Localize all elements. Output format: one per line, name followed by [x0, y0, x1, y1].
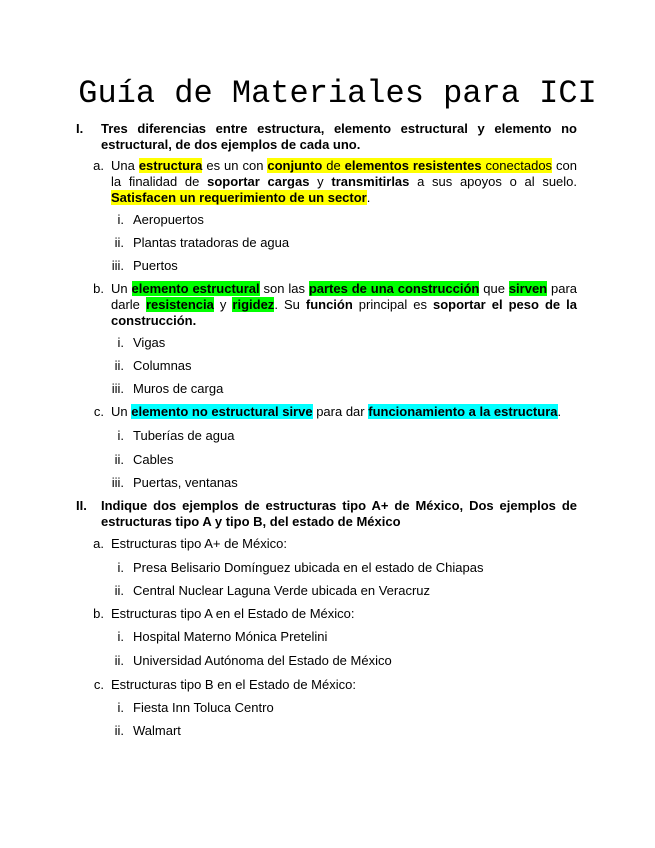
example-text: Columnas [133, 358, 192, 373]
example-marker: iii. [111, 258, 124, 273]
highlighted-text: elemento no estructural sirve [131, 404, 313, 419]
bold-text: soportar cargas [207, 174, 310, 189]
example-marker: ii. [114, 653, 124, 668]
highlighted-text: conjunto [267, 158, 323, 173]
example-text: Puertas, ventanas [133, 475, 238, 490]
item-text: Estructuras tipo A+ de México: [111, 536, 287, 551]
example-marker: i. [117, 629, 124, 644]
example-marker: ii. [114, 452, 124, 467]
text-run: son las [259, 281, 309, 296]
item-marker: b. [93, 281, 104, 296]
example-text: Universidad Autónoma del Estado de México [133, 653, 392, 668]
definition-paragraph [111, 281, 577, 329]
example-marker: iii. [111, 381, 124, 396]
item-text: Estructuras tipo B en el Estado de México: [111, 677, 356, 692]
highlighted-text: resistencia [145, 297, 214, 312]
example-marker: ii. [114, 235, 124, 250]
example-marker: i. [117, 560, 124, 575]
item-marker: b. [93, 606, 104, 621]
text-run: para darle [111, 281, 578, 312]
text-run: a sus apoyos o al suelo. [409, 174, 578, 189]
example-marker: ii. [114, 583, 124, 598]
section-number: I. [76, 121, 84, 136]
text-run: . [366, 190, 371, 205]
example-text: Fiesta Inn Toluca Centro [133, 700, 274, 715]
example-text: Puertos [133, 258, 178, 273]
example-marker: iii. [111, 475, 124, 490]
text-run: es un con [202, 158, 268, 173]
text-run: y [309, 174, 332, 189]
item-marker: a. [93, 536, 104, 551]
bold-text: soportar el peso de la construcción. [111, 297, 577, 328]
highlighted-text: elementos resistentes [344, 158, 482, 173]
highlighted-text: elemento estructural [131, 281, 260, 296]
text-run: que [479, 281, 509, 296]
text-run: . [557, 404, 562, 419]
example-text: Aeropuertos [133, 212, 204, 227]
example-text: Walmart [133, 723, 181, 738]
section-heading: Tres diferencias entre estructura, elemento estructural y elemento no estructural, de dos ejemplos de cada uno. [101, 121, 577, 152]
text-run: . Su [274, 297, 306, 312]
example-text: Muros de carga [133, 381, 224, 396]
item-text: Estructuras tipo A en el Estado de México: [111, 606, 355, 621]
text-run: Un [111, 281, 132, 296]
definition-paragraph [111, 158, 577, 206]
text-run: Un [111, 404, 132, 419]
example-marker: i. [117, 428, 124, 443]
example-text: Presa Belisario Domínguez ubicada en el estado de Chiapas [133, 560, 484, 575]
highlighted-text: conectados [481, 158, 553, 173]
example-text: Cables [133, 452, 174, 467]
document-title: Guía de Materiales para ICI [78, 75, 597, 112]
example-marker: ii. [114, 723, 124, 738]
highlighted-text: sirven [508, 281, 548, 296]
section-heading: Indique dos ejemplos de estructuras tipo A+ de México, Dos ejemplos de estructuras tipo A y tipo B, del estado de México [101, 498, 577, 529]
bold-text: función [305, 297, 353, 312]
example-text: Plantas tratadoras de agua [133, 235, 290, 250]
example-marker: i. [117, 335, 124, 350]
item-marker: c. [93, 677, 104, 692]
example-marker: i. [117, 212, 124, 227]
highlighted-text: funcionamiento a la estructura [368, 404, 558, 419]
example-text: Tuberías de agua [133, 428, 235, 443]
text-run: para dar [312, 404, 369, 419]
example-text: Central Nuclear Laguna Verde ubicada en Veracruz [133, 583, 431, 598]
text-run: principal es [352, 297, 433, 312]
example-marker: ii. [114, 358, 124, 373]
definition-paragraph [111, 404, 577, 420]
text-run: Una [111, 158, 139, 173]
highlighted-text: rigidez [232, 297, 275, 312]
highlighted-text: de [322, 158, 345, 173]
text-run: con la finalidad de [111, 158, 577, 189]
text-run: y [213, 297, 233, 312]
highlighted-text: estructura [138, 158, 203, 173]
example-text: Vigas [133, 335, 166, 350]
section-number: II. [76, 498, 87, 513]
item-marker: a. [93, 158, 104, 173]
item-marker: c. [93, 404, 104, 419]
highlighted-text: partes de una construcción [308, 281, 480, 296]
bold-text: transmitirlas [331, 174, 410, 189]
example-text: Hospital Materno Mónica Pretelini [133, 629, 328, 644]
example-marker: i. [117, 700, 124, 715]
highlighted-text: Satisfacen un requerimiento de un sector [111, 190, 367, 205]
